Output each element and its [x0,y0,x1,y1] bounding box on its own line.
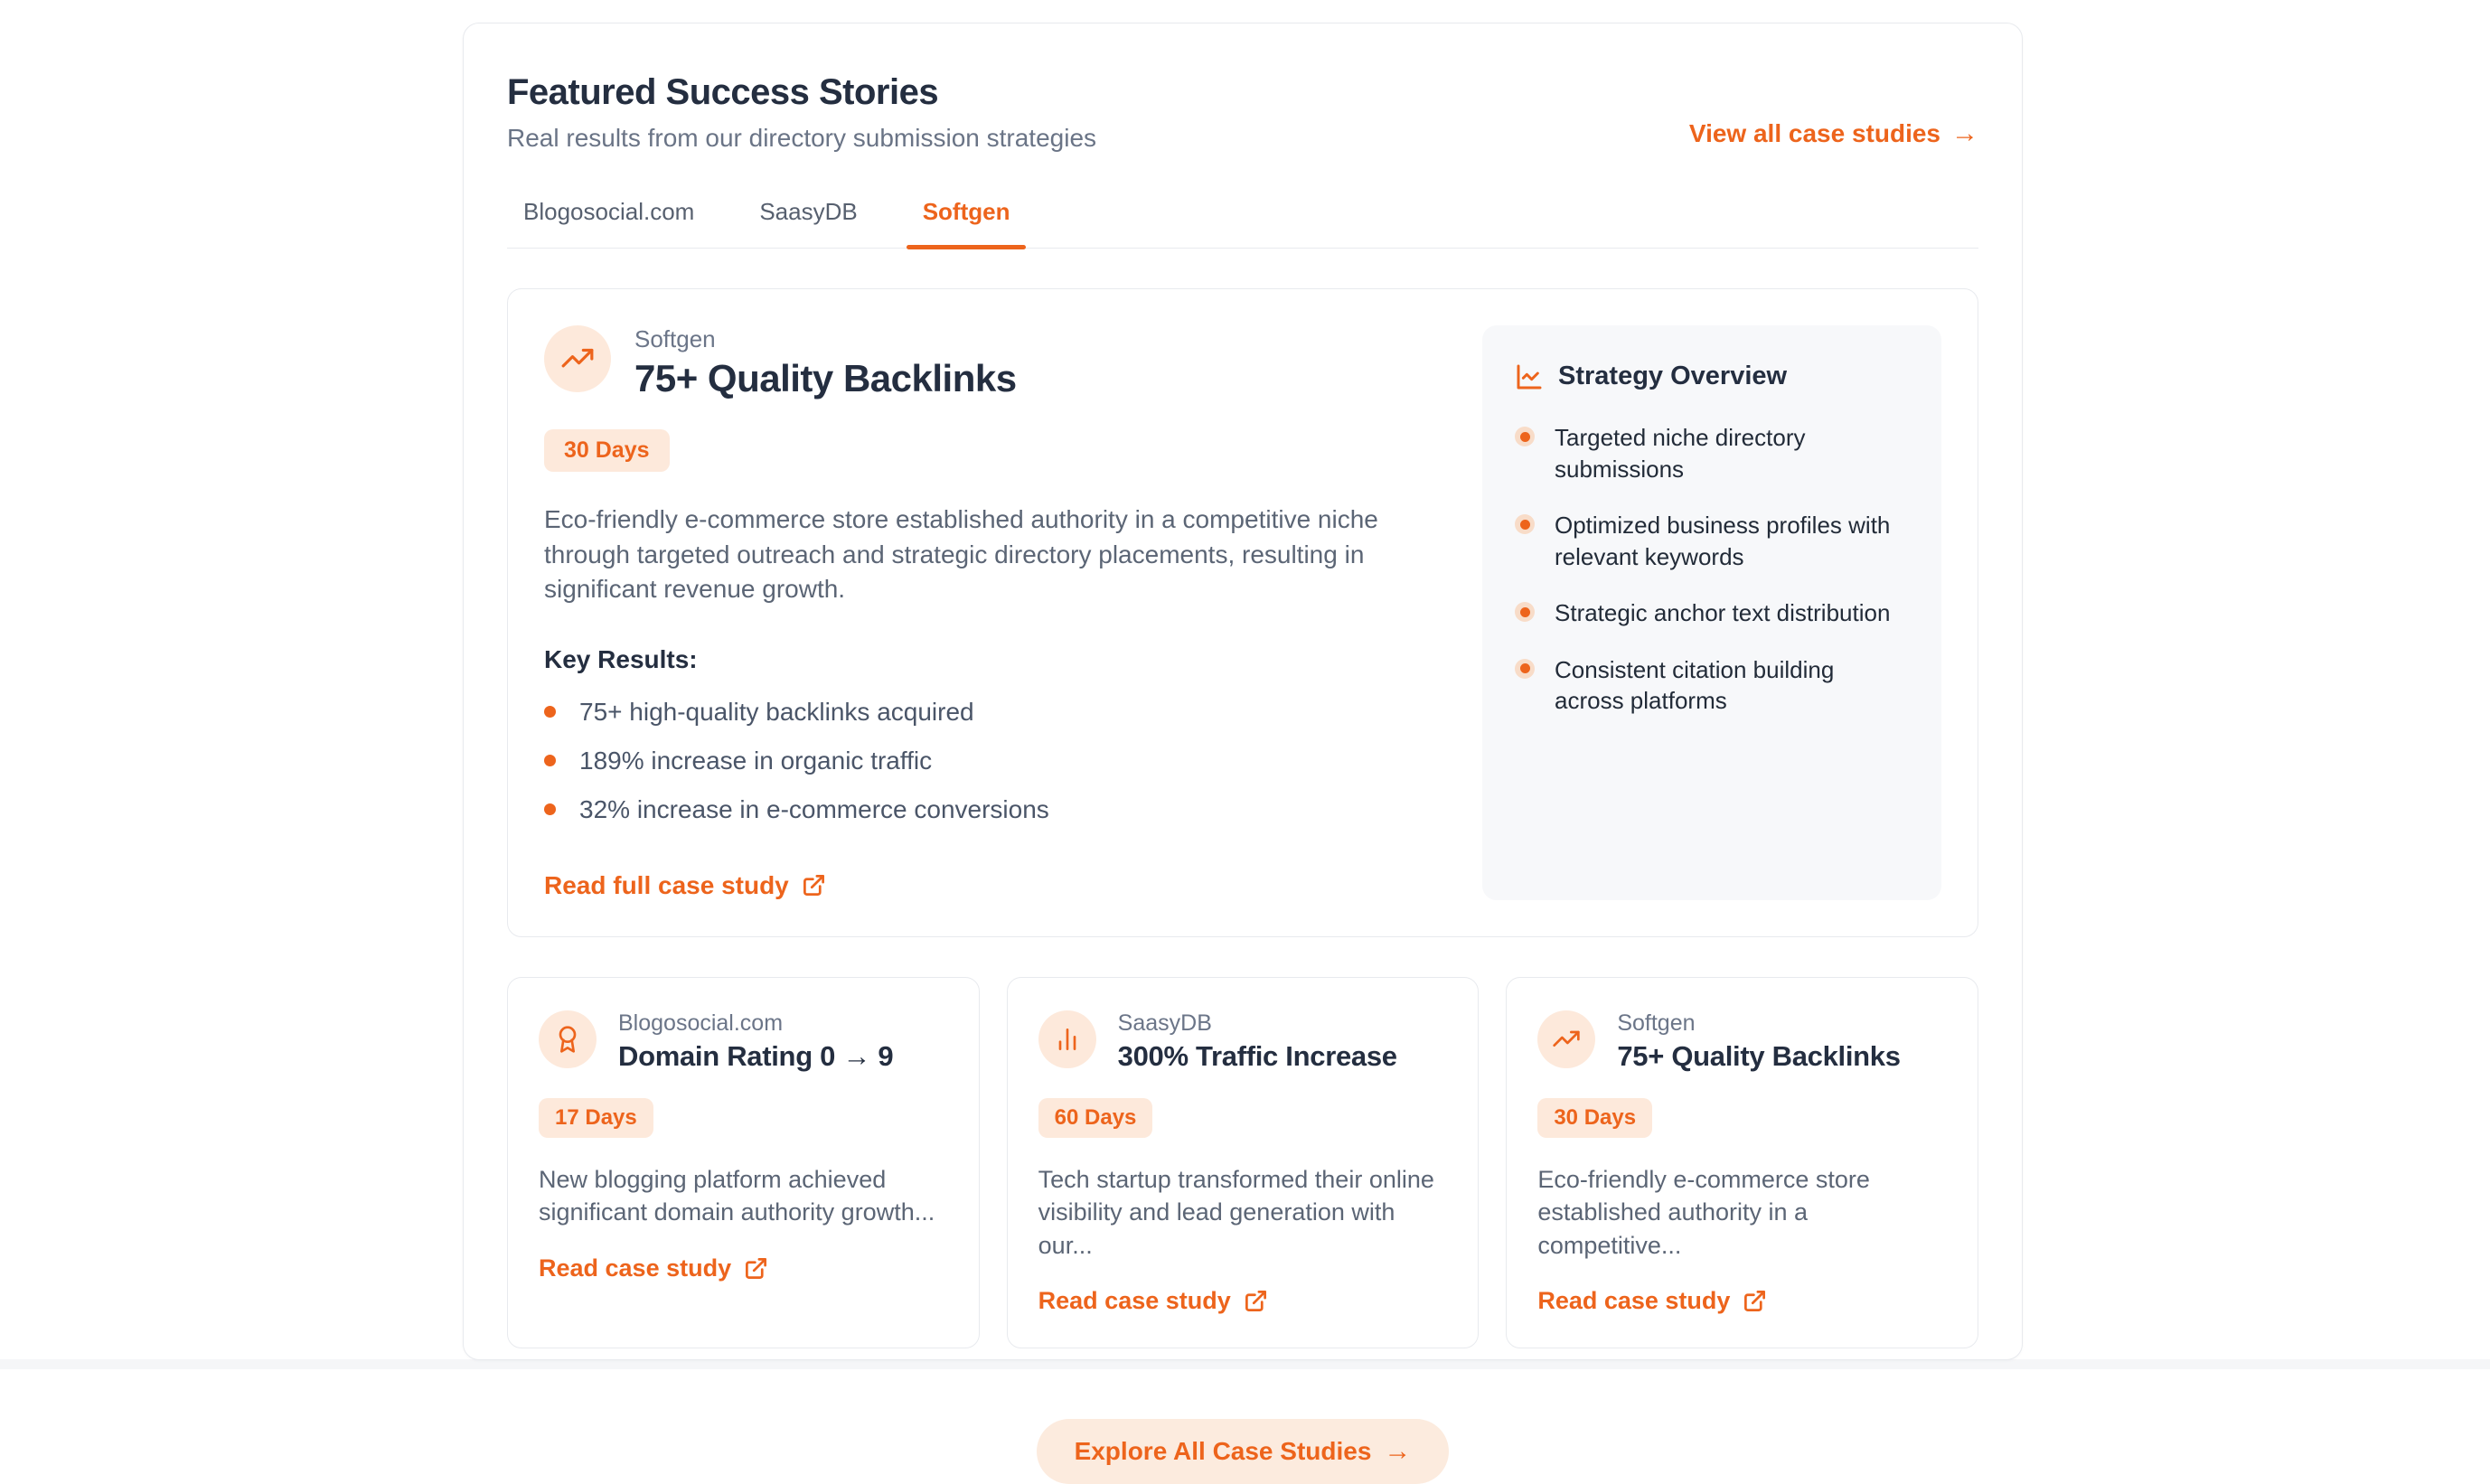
company-name: Blogosocial.com [618,1010,784,1036]
company-name: Softgen [634,325,716,352]
header-text [507,72,1096,153]
bullet-halo-icon [1515,514,1535,534]
bullet-dot-icon [544,803,556,815]
strategy-item [1515,654,1909,717]
card-title: Domain Rating 0 → 9 [618,1039,894,1072]
strategy-list [1515,422,1909,717]
trending-up-icon [1537,1010,1595,1068]
key-results-list [544,698,1439,824]
bullet-halo-icon [1515,659,1535,679]
card-titles [618,1010,893,1073]
section-header [507,72,1978,153]
bullet-dot-icon [544,706,556,718]
card-title: 300% Traffic Increase [1117,1039,1397,1072]
strategy-item-text: Targeted niche directory submissions [1555,424,1806,483]
strategy-title: Strategy Overview [1558,362,1788,390]
explore-button-row [507,1419,1978,1484]
featured-titles [634,325,1017,400]
featured-case-study-card [507,288,1978,937]
read-full-case-study-label: Read full case study [544,870,789,899]
read-case-study-link[interactable] [1537,1287,1767,1315]
duration-badge: 17 Days [539,1098,653,1138]
arrow-right-icon: → [1951,118,1978,148]
tab-saasydb[interactable]: SaasyDB [759,198,858,225]
strategy-item [1515,597,1909,629]
explore-all-case-studies-button[interactable] [1037,1419,1450,1484]
read-case-study-label: Read case study [539,1254,732,1282]
external-link-icon [744,1256,768,1281]
key-result-item [544,795,1439,824]
success-stories-section [463,23,2023,1467]
bullet-dot-icon [544,755,556,766]
key-result-item [544,747,1439,775]
card-title: 75+ Quality Backlinks [1617,1039,1901,1072]
duration-badge: 30 Days [544,429,670,472]
tab-softgen[interactable]: Softgen [907,198,1027,248]
case-study-card-blogosocial [507,977,980,1348]
case-study-tabs [507,198,1978,249]
trending-up-icon [544,325,611,392]
explore-button-label: Explore All Case Studies [1074,1437,1372,1466]
strategy-header [1515,362,1909,391]
strategy-overview-panel [1482,325,1941,900]
card-description: Eco-friendly e-commerce store established authority in a competitive... [1537,1165,1870,1259]
award-icon [539,1010,597,1068]
view-all-case-studies-link[interactable] [1689,118,1978,149]
strategy-item [1515,510,1909,572]
case-study-card-saasydb [1007,977,1480,1348]
case-study-cards-row [507,977,1978,1348]
strategy-item-text: Consistent citation building across platforms [1555,655,1835,715]
duration-badge: 60 Days [1038,1098,1153,1138]
card-description: Tech startup transformed their online visibility and lead generation with our... [1038,1165,1434,1259]
strategy-item [1515,422,1909,484]
read-case-study-link[interactable] [1038,1287,1268,1315]
external-link-icon [1743,1289,1767,1313]
featured-header [544,325,1439,400]
case-study-card-softgen [1506,977,1978,1348]
bar-chart-icon [1038,1010,1096,1068]
company-name: Softgen [1617,1010,1696,1036]
featured-title: 75+ Quality Backlinks [634,357,1017,399]
card-titles [1617,1010,1900,1073]
read-case-study-label: Read case study [1537,1287,1731,1315]
duration-badge: 30 Days [1537,1098,1652,1138]
key-result-text: 32% increase in e-commerce conversions [579,794,1049,823]
key-results-label: Key Results: [544,644,698,673]
card-description: New blogging platform achieved significant domain authority growth... [539,1165,935,1226]
key-result-text: 189% increase in organic traffic [579,746,933,775]
external-link-icon [1244,1289,1268,1313]
external-link-icon [802,873,826,897]
card-header [539,1010,948,1073]
page-subtitle: Real results from our directory submission strategies [507,124,1097,152]
card-titles [1118,1010,1397,1073]
featured-details [544,325,1439,900]
line-chart-icon [1515,362,1544,391]
strategy-item-text: Optimized business profiles with relevant keywords [1555,512,1891,570]
key-result-text: 75+ high-quality backlinks acquired [579,697,974,726]
arrow-right-icon: → [1384,1436,1412,1467]
card-header [1537,1010,1947,1073]
key-result-item [544,698,1439,727]
tab-blogosocial[interactable]: Blogosocial.com [523,198,695,225]
bullet-halo-icon [1515,602,1535,622]
company-name: SaasyDB [1117,1010,1212,1036]
page-title: Featured Success Stories [507,72,939,112]
read-case-study-link[interactable] [539,1254,768,1282]
read-case-study-label: Read case study [1038,1287,1231,1315]
read-full-case-study-link[interactable] [544,871,826,900]
bullet-halo-icon [1515,427,1535,446]
card-header [1038,1010,1448,1073]
view-all-label: View all case studies [1688,119,1940,147]
next-section-edge [0,1359,2490,1369]
featured-description: Eco-friendly e-commerce store established authority in a competitive niche through targeted outreach and strategic directory placements, resulting in significant revenue growth. [544,505,1378,604]
strategy-item-text: Strategic anchor text distribution [1555,599,1891,627]
